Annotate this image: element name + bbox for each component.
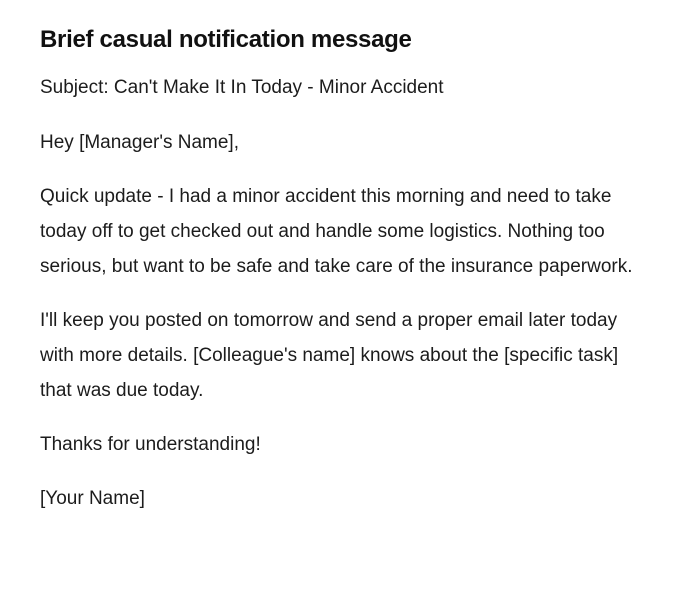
email-body-paragraph-2: I'll keep you posted on tomorrow and send a proper email later today with more details. [Colleague's name] knows about the [specific task] that was due today. [40,310,619,401]
email-body-paragraph-1: Quick update - I had a minor accident this morning and need to take today off to get checked out and handle some logistics. Nothing too serious, but want to be safe and take care of the insurance paperwork. [40,186,633,277]
document-title: Brief casual notification message [40,26,412,53]
email-signature: [Your Name] [40,488,145,509]
email-greeting: Hey [Manager's Name], [40,132,239,153]
email-subject: Subject: Can't Make It In Today - Minor Accident [40,77,444,98]
email-closing: Thanks for understanding! [40,434,261,455]
